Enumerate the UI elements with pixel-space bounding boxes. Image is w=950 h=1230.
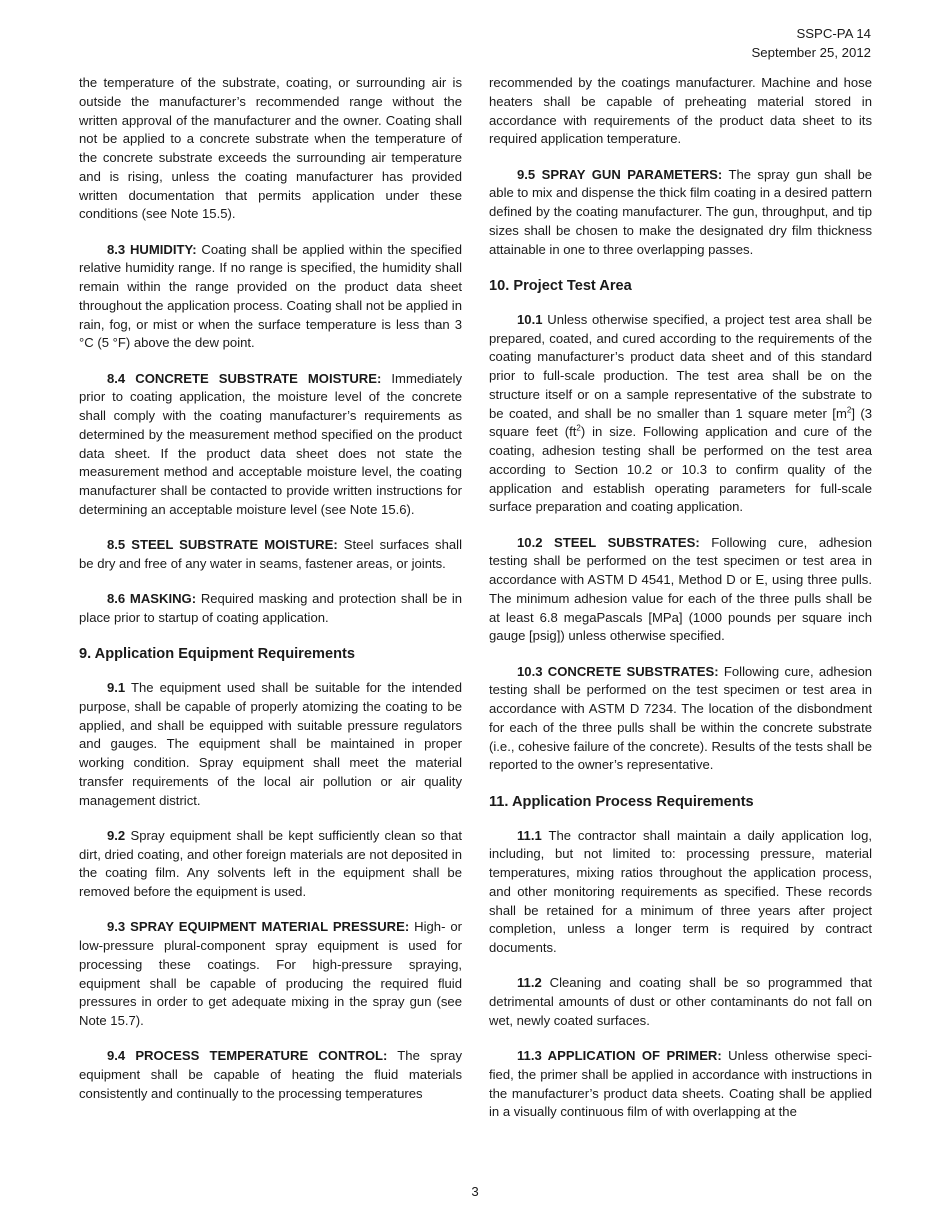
paragraph-continued: the temperature of the substrate, coating, or surrounding air is outside the manufacturer’s recommended range without the written approval of the manufacturer and the owner. Coating shall not be applied to a concrete substrate when the temperature of the concrete substrate exceeds the surrounding air temperature and is rising, unless the coating manufacturer has provided written documentation that permits application under these conditions (see Note 15.5). — [79, 75, 462, 222]
section-text: Following cure, adhesion testing shall be performed on the test specimen or test area in accordance with ASTM D 4541, Method D or E, using three pulls. The minimum adhesion value for each of the three pulls shall be at least 6.8 megaPascals [MPa] (1000 pounds per square inch gauge [psig]) unless otherwise specified. — [489, 534, 872, 644]
section-text: ] (3 square feet (ft — [489, 405, 872, 440]
section-text: Following cure, adhesion testing shall be performed on the test specimen or test area in accordance with ASTM D 7234. The location of the disbondment for each of the three pulls shall be within the concrete substrate (i.e., cohesive failure of the concrete). Results of the tests shall be reported to the owner’s representative. — [489, 663, 873, 773]
section-8-4 — [79, 370, 462, 520]
section-label: 10.2 STEEL SUBSTRATES: — [517, 534, 700, 550]
section-label: 11.1 — [517, 827, 542, 843]
section-text: Coating shall be applied within the specified relative humidity range. If no range is specified, the humidity shall remain within the range provided on the product data sheet throughout the application process. Coating shall not be applied in rain, fog, or mist or when the surface temperature is less than 3 °C (5 °F) above the dew point. — [79, 241, 462, 351]
section-9-2 — [79, 827, 462, 902]
section-text: Spray equipment shall be kept sufficiently clean so that dirt, dried coating, and other foreign materials are not deposited in the coating film. Any solvents left in the equipment shall be removed before the equipment is used. — [79, 827, 462, 899]
section-label: 8.5 STEEL SUBSTRATE MOISTURE: — [107, 537, 338, 552]
section-label: 8.3 HUMIDITY: — [107, 241, 197, 257]
section-text: The equipment used shall be suitable for the intended purpose, shall be capable of properly atomizing the coating to be applied, and shall be equipped with suitable pressure regulators and gauges. The equipment shall be maintained in proper working condition. Spray equipment shall meet the material transfer requirements of the local air pollution or air quality management district. — [79, 680, 462, 808]
section-label: 9.1 — [107, 680, 126, 695]
section-label: 9.4 PROCESS TEMPERATURE CONTROL: — [107, 1048, 388, 1064]
section-text: Cleaning and coating shall be so programmed that detrimental amounts of dust or other contaminants do not fall on wet, newly coated surfaces. — [489, 975, 872, 1028]
document-date: September 25, 2012 — [751, 45, 871, 60]
section-9-1 — [79, 679, 462, 810]
section-label: 8.6 MASKING: — [107, 591, 197, 606]
section-text: Required masking and protection shall be in place prior to startup of coating application. — [79, 591, 463, 625]
document-id: SSPC-PA 14 — [796, 26, 871, 41]
section-9-5 — [489, 166, 872, 260]
paragraph-continued: recommended by the coatings manufacturer. Machine and hose heaters shall be capable of preheating material stored in accordance with requirements of the product data sheet to its required application temperature. — [489, 75, 872, 147]
section-10-3 — [489, 663, 872, 776]
section-text: The contractor shall maintain a daily application log, including, but not limited to: processing pressure, material temperatures, mixing ratios throughout the application process, and other monitoring requirements as specified. These records shall be retained for a minimum of three years after project completion, unless a longer term is required by contract documents. — [489, 827, 872, 955]
section-9-4 — [79, 1047, 462, 1103]
section-label: 10.1 — [517, 311, 543, 327]
page-number: 3 — [471, 1184, 479, 1199]
section-text: High- or low-pressure plural-component spray equipment is used for processing these coatings. For high-pressure spraying, equipment shall be capable of producing the required fluid pressures in order to get adequate mixing in the spray gun (see Note 15.7). — [79, 919, 462, 1028]
section-label: 10.3 CONCRETE SUBSTRATES: — [517, 663, 719, 679]
section-text: ) in size. Following application and cure of the coating, adhesion testing shall be performed on the test area according to Section 10.2 or 10.3 to confirm quality of the application and establish operating parameters for full-scale surface preparation and coating application. — [489, 424, 872, 515]
section-text: Unless otherwise specified, a project test area shall be prepared, coated, and cured according to the requirements of the coating manufacturer’s product data sheet and of this standard prior to full-scale production. The test area shall be on the structure itself or on a sample representative of the substrate to be coated, and shall be no smaller than 1 square meter [m — [489, 311, 872, 421]
section-8-6 — [79, 590, 462, 628]
section-text: The spray gun shall be able to mix and dispense the thick film coating in a desired pattern defined by the coating manufacturer. The gun, throughput, and tip sizes shall be chosen to make the designated dry film thickness attainable in one to three overlapping passes. — [489, 166, 873, 257]
section-11-1 — [489, 827, 872, 958]
section-9-3 — [79, 918, 462, 1031]
left-column — [79, 74, 462, 1120]
section-8-5 — [79, 536, 462, 574]
section-10-1 — [489, 311, 872, 517]
section-label: 8.4 CONCRETE SUBSTRATE MOISTURE: — [107, 370, 382, 386]
section-text: Steel surfaces shall be dry and free of any water in seams, fastener areas, or joints. — [79, 537, 462, 571]
heading-section-9: 9. Application Equipment Requirements — [79, 646, 355, 662]
page-header — [751, 24, 871, 62]
section-label: 11.3 APPLICATION OF PRIMER: — [517, 1048, 722, 1063]
section-label: 9.2 — [107, 827, 126, 843]
section-text: The spray equipment shall be capable of heating the fluid materials consistently and continually to the processing temperatures — [79, 1048, 463, 1101]
section-11-2 — [489, 974, 872, 1030]
section-text: Immediately prior to coating application, the moisture level of the concrete shall comply with the coating manufacturer’s requirements as determined by the measurement method specified on the product data sheet. If the product data sheet does not state the measurement method and acceptable moisture level, the coating manufacturer shall be contacted to provide written instructions for determining an acceptable moisture level (see Note 15.6). — [79, 370, 462, 517]
section-label: 9.3 SPRAY EQUIPMENT MATERIAL PRESSURE: — [107, 919, 410, 935]
superscript: 2 — [576, 423, 581, 433]
superscript: 2 — [846, 405, 852, 415]
section-text: Unless otherwise specified, the primer shall be applied in accordance with instructions in the manufacturer’s product data sheets. Coating shall be applied in a visually continuous film of with overlapping at the — [489, 1048, 873, 1120]
section-label: 11.2 — [517, 975, 542, 991]
section-label: 9.5 SPRAY GUN PARAMETERS: — [517, 166, 723, 182]
section-8-3 — [79, 241, 462, 354]
heading-section-10: 10. Project Test Area — [489, 277, 632, 294]
section-10-2 — [489, 534, 872, 647]
heading-section-11: 11. Application Process Requirements — [489, 793, 754, 810]
right-column — [489, 74, 872, 1139]
section-11-3 — [489, 1047, 872, 1122]
